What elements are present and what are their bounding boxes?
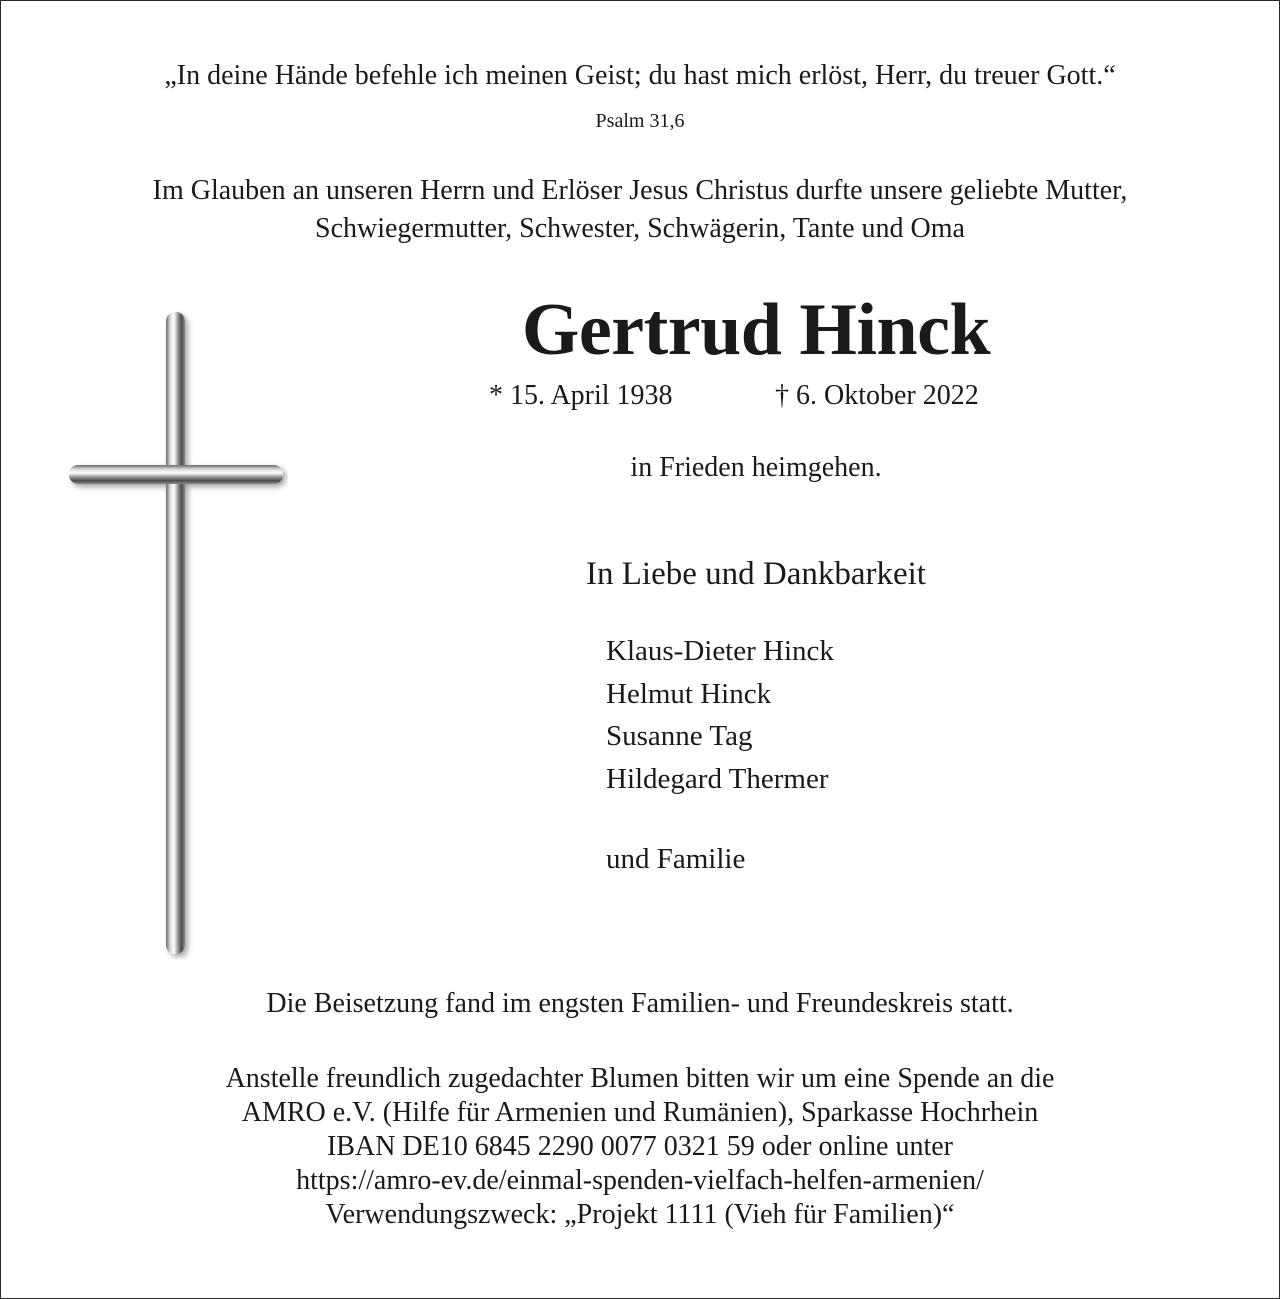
donation-line: AMRO e.V. (Hilfe für Armenien und Rumänien), Sparkasse Hochrhein — [241, 1097, 1039, 1128]
intro-line-2: Schwiegermutter, Schwester, Schwägerin, Tante und Oma — [315, 213, 965, 244]
death-date: † 6. Oktober 2022 — [775, 380, 979, 411]
cross-icon — [66, 308, 288, 960]
peace-text: in Frieden heimgehen. — [630, 452, 882, 483]
family-line: und Familie — [606, 843, 746, 875]
mourning-heading: In Liebe und Dankbarkeit — [586, 556, 926, 592]
mourner-name: Susanne Tag — [606, 720, 753, 752]
deceased-name: Gertrud Hinck — [521, 289, 991, 371]
mourners-list — [606, 630, 834, 800]
intro-line-1: Im Glauben an unseren Herrn und Erlöser Jesus Christus durfte unsere geliebte Mutter, — [152, 175, 1128, 206]
mourner-name: Hildegard Thermer — [606, 762, 829, 795]
mourner-name: Helmut Hinck — [606, 677, 772, 710]
donation-url: https://amro-ev.de/einmal-spenden-vielfach-helfen-armenien/ — [296, 1165, 984, 1196]
donation-line: Anstelle freundlich zugedachter Blumen bitten wir um eine Spende an die — [225, 1063, 1055, 1094]
psalm-quote: „In deine Hände befehle ich meinen Geist; du hast mich erlöst, Herr, du treuer Gott.“ — [164, 60, 1116, 91]
donation-line: IBAN DE10 6845 2290 0077 0321 59 oder online unter — [326, 1131, 954, 1162]
donation-note — [0, 1062, 1280, 1232]
donation-line: Verwendungszweck: „Projekt 1111 (Vieh für Familien)“ — [325, 1199, 955, 1230]
birth-date: * 15. April 1938 — [489, 380, 673, 411]
funeral-note: Die Beisetzung fand im engsten Familien- und Freundeskreis statt. — [266, 988, 1014, 1019]
mourner-name: Klaus-Dieter Hinck — [606, 635, 834, 667]
psalm-source: Psalm 31,6 — [595, 110, 685, 132]
intro-text — [0, 172, 1280, 248]
